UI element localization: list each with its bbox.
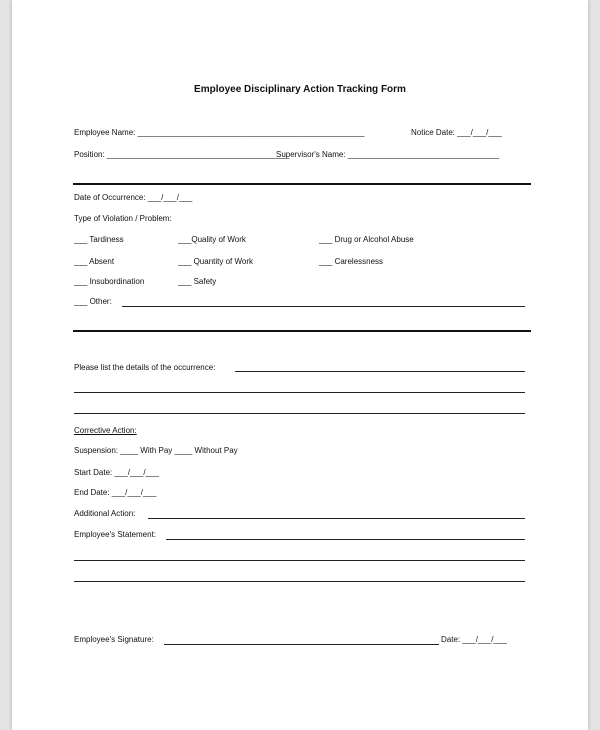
details-line <box>74 392 525 393</box>
details-line <box>235 371 525 372</box>
notice-date-field: Notice Date: ___/___/___ <box>411 128 502 137</box>
additional-action-line <box>148 518 525 519</box>
violation-absent: ___ Absent <box>74 257 115 266</box>
end-date-field: End Date: ___/___/___ <box>74 488 157 497</box>
employee-signature-label: Employee's Signature: <box>74 635 154 644</box>
violation-other: ___ Other: <box>74 297 112 306</box>
additional-action-label: Additional Action: <box>74 509 136 518</box>
violation-tardiness: ___ Tardiness <box>74 235 124 244</box>
supervisor-name-field: Supervisor's Name: __________________________________ <box>276 150 500 159</box>
section-divider <box>73 183 531 185</box>
violation-quantity-of-work: ___ Quantity of Work <box>178 257 253 266</box>
start-date-field: Start Date: ___/___/___ <box>74 468 159 477</box>
violation-quality-of-work: ___Quality of Work <box>178 235 246 244</box>
violation-drug-alcohol: ___ Drug or Alcohol Abuse <box>319 235 414 244</box>
violation-insubordination: ___ Insubordination <box>74 277 145 286</box>
signature-line <box>164 644 439 645</box>
suspension-field: Suspension: ____ With Pay ____ Without Pay <box>74 446 238 455</box>
employee-name-field: Employee Name: ___________________________________________________ <box>74 128 365 137</box>
statement-line <box>166 539 525 540</box>
signature-date-field: Date: ___/___/___ <box>441 635 507 644</box>
statement-line <box>74 560 525 561</box>
document-page <box>12 0 588 730</box>
corrective-action-heading: Corrective Action: <box>74 426 137 435</box>
position-field: Position: _________________________________________ <box>74 150 290 159</box>
details-line <box>74 413 525 414</box>
violation-carelessness: ___ Carelessness <box>319 257 384 266</box>
details-label: Please list the details of the occurrence: <box>74 363 216 372</box>
violation-safety: ___ Safety <box>178 277 217 286</box>
violation-heading: Type of Violation / Problem: <box>74 214 172 223</box>
employee-statement-label: Employee's Statement: <box>74 530 157 539</box>
other-blank-line <box>122 306 525 307</box>
date-of-occurrence-field: Date of Occurrence: ___/___/___ <box>74 193 193 202</box>
statement-line <box>74 581 525 582</box>
form-title: Employee Disciplinary Action Tracking Form <box>194 84 406 95</box>
section-divider <box>73 330 531 332</box>
